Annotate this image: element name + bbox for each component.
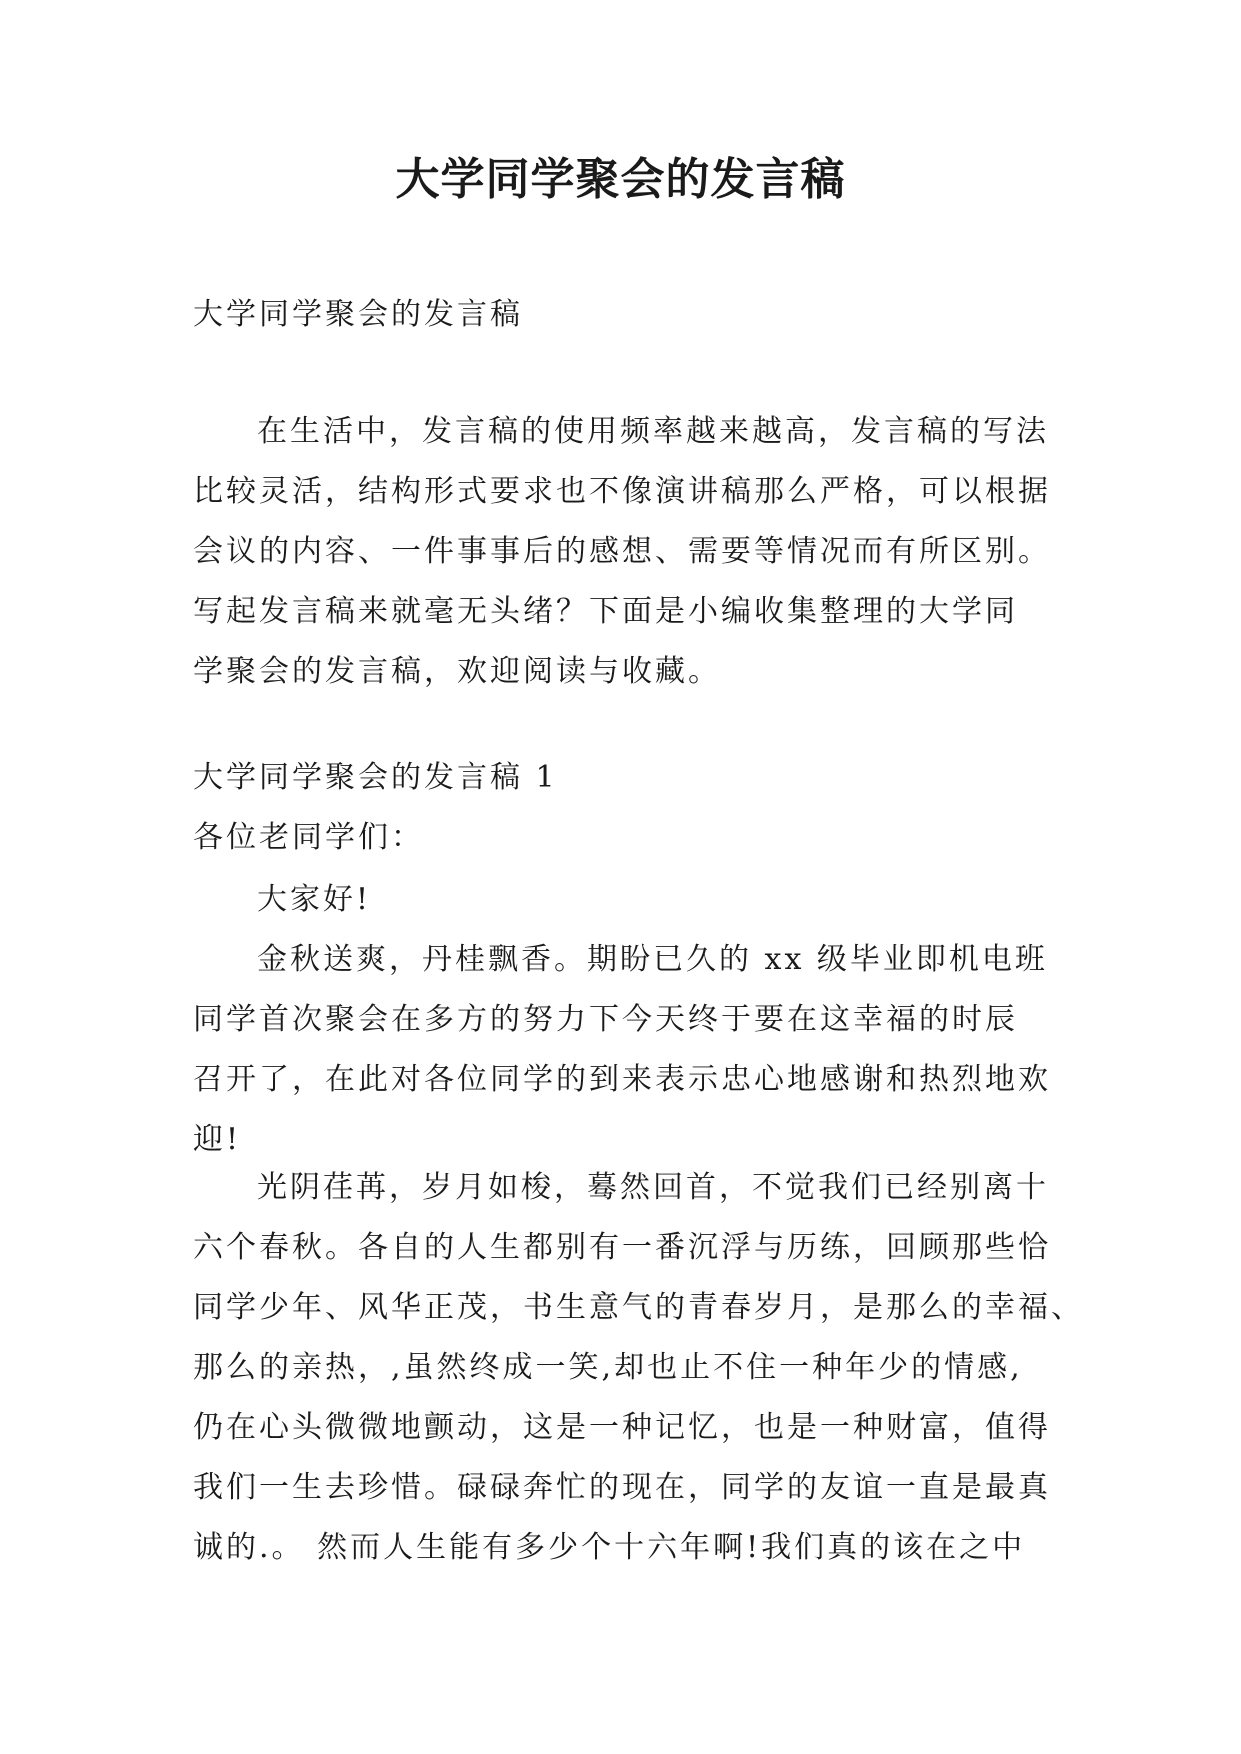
paragraph-line: 同学首次聚会在多方的努力下今天终于要在这幸福的时辰 (193, 1002, 1018, 1037)
paragraph-line: 仍在心头微微地颤动，这是一种记忆，也是一种财富，值得 (193, 1410, 1051, 1445)
speech-paragraph-2 (193, 1158, 1084, 1578)
paragraph-line: 六个春秋。各自的人生都别有一番沉浮与历练，回顾那些恰 (193, 1230, 1051, 1265)
paragraph-line: 迎! (193, 1122, 242, 1157)
intro-line: 学聚会的发言稿，欢迎阅读与收藏。 (193, 654, 721, 689)
salutation: 各位老同学们： (193, 820, 424, 855)
intro-line: 比较灵活，结构形式要求也不像演讲稿那么严格，可以根据 (193, 474, 1051, 509)
paragraph-line: 诚的.。 然而人生能有多少个十六年啊!我们真的该在之中 (193, 1530, 1026, 1565)
document-subtitle: 大学同学聚会的发言稿 (193, 297, 523, 332)
speech-paragraph-1 (193, 930, 1063, 1170)
paragraph-line: 同学少年、风华正茂，书生意气的青春岁月，是那么的幸福、 (193, 1290, 1084, 1325)
intro-line: 在生活中，发言稿的使用频率越来越高，发言稿的写法 (257, 414, 1049, 449)
paragraph-line: 金秋送爽，丹桂飘香。期盼已久的 xx 级毕业即机电班 (257, 942, 1048, 977)
intro-line: 会议的内容、一件事事后的感想、需要等情况而有所区别。 (193, 534, 1051, 569)
paragraph-line: 我们一生去珍惜。碌碌奔忙的现在，同学的友谊一直是最真 (193, 1470, 1051, 1505)
paragraph-line: 召开了，在此对各位同学的到来表示忠心地感谢和热烈地欢 (193, 1062, 1051, 1097)
paragraph-line: 光阴荏苒，岁月如梭，蓦然回首，不觉我们已经别离十 (257, 1170, 1049, 1205)
greeting: 大家好! (257, 882, 372, 917)
section-heading: 大学同学聚会的发言稿 1 (193, 760, 558, 795)
intro-paragraph (193, 402, 1063, 702)
paragraph-line: 那么的亲热，,虽然终成一笑,却也止不住一种年少的情感, (193, 1350, 1023, 1385)
intro-line: 写起发言稿来就毫无头绪？下面是小编收集整理的大学同 (193, 594, 1018, 629)
document-title: 大学同学聚会的发言稿 (395, 154, 846, 205)
